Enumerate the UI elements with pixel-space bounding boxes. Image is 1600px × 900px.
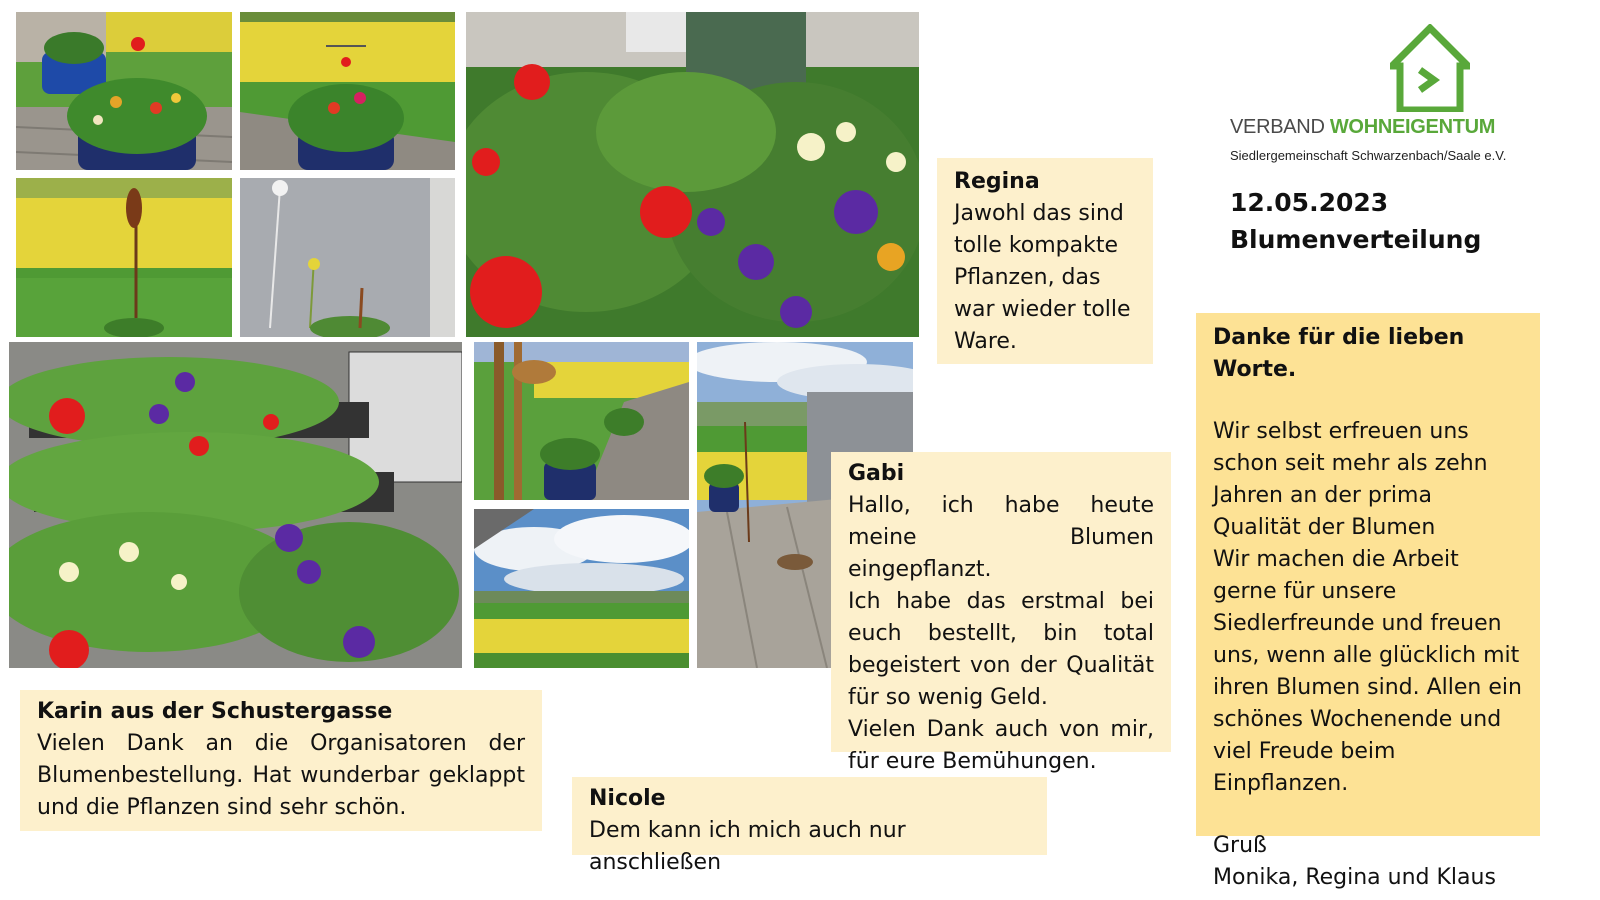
note-thanks bbox=[1196, 313, 1540, 890]
photo-geraniums-petunias bbox=[466, 12, 919, 337]
note-text: Dem kann ich mich auch nur anschließen bbox=[589, 818, 906, 875]
thanks-paragraph-2: Wir machen die Arbeit gerne für unsere Siedlerfreunde und freuen uns, wenn alle glücklich mit ihren Blumen sind. Allen ein schönes Wochenende und viel Freude beim Einpflanzen. bbox=[1213, 547, 1522, 796]
photo-deck-hanging-planter bbox=[474, 342, 689, 500]
photo-flower-boxes bbox=[9, 342, 462, 668]
thanks-paragraph-1: Wir selbst erfreuen uns schon seit mehr als zehn Jahren an der prima Qualität der Blumen bbox=[1213, 419, 1488, 540]
page-title: Blumenverteilung bbox=[1230, 225, 1482, 254]
note-text: Jawohl das sind tolle kompakte Pflanzen, das war wieder tolle Ware. bbox=[954, 201, 1131, 354]
photo-rapeseed-field bbox=[16, 178, 232, 337]
note-gabi bbox=[831, 452, 1171, 774]
logo-brand: VERBAND WOHNEIGENTUM bbox=[1230, 116, 1496, 138]
logo bbox=[1230, 24, 1530, 174]
note-text-line2: Ich habe das erstmal bei euch bestellt, bin total begeistert von der Qualität für so wenig Geld. bbox=[848, 589, 1154, 710]
thanks-title: Danke für die lieben Worte. bbox=[1213, 325, 1465, 382]
photo-privacy-screen bbox=[240, 178, 455, 337]
photo-pot-rapeseed bbox=[240, 12, 455, 170]
note-text-line3: Vielen Dank auch von mir, für eure Bemühungen. bbox=[848, 717, 1154, 774]
thanks-greeting: Gruß bbox=[1213, 833, 1267, 858]
note-text: Vielen Dank an die Organisatoren der Blumenbestellung. Hat wunderbar geklappt und die Pflanzen sind sehr schön. bbox=[37, 731, 525, 820]
logo-subtitle: Siedlergemeinschaft Schwarzenbach/Saale e.V. bbox=[1230, 148, 1507, 163]
note-author: Karin aus der Schustergasse bbox=[37, 699, 393, 724]
thanks-signature: Monika, Regina und Klaus bbox=[1213, 865, 1496, 890]
event-date: 12.05.2023 bbox=[1230, 188, 1389, 217]
page-heading bbox=[1230, 184, 1481, 258]
photo-landscape-sky bbox=[474, 509, 689, 668]
note-author: Gabi bbox=[848, 461, 905, 486]
note-author: Nicole bbox=[589, 786, 666, 811]
note-karin bbox=[20, 690, 542, 831]
note-regina bbox=[937, 158, 1153, 364]
house-logo-icon bbox=[1390, 24, 1470, 112]
note-author: Regina bbox=[954, 169, 1040, 194]
note-nicole bbox=[572, 777, 1047, 875]
note-text-line1: Hallo, ich habe heute meine Blumen eingepflanzt. bbox=[848, 493, 1154, 582]
photo-flower-pot-deck bbox=[16, 12, 232, 170]
